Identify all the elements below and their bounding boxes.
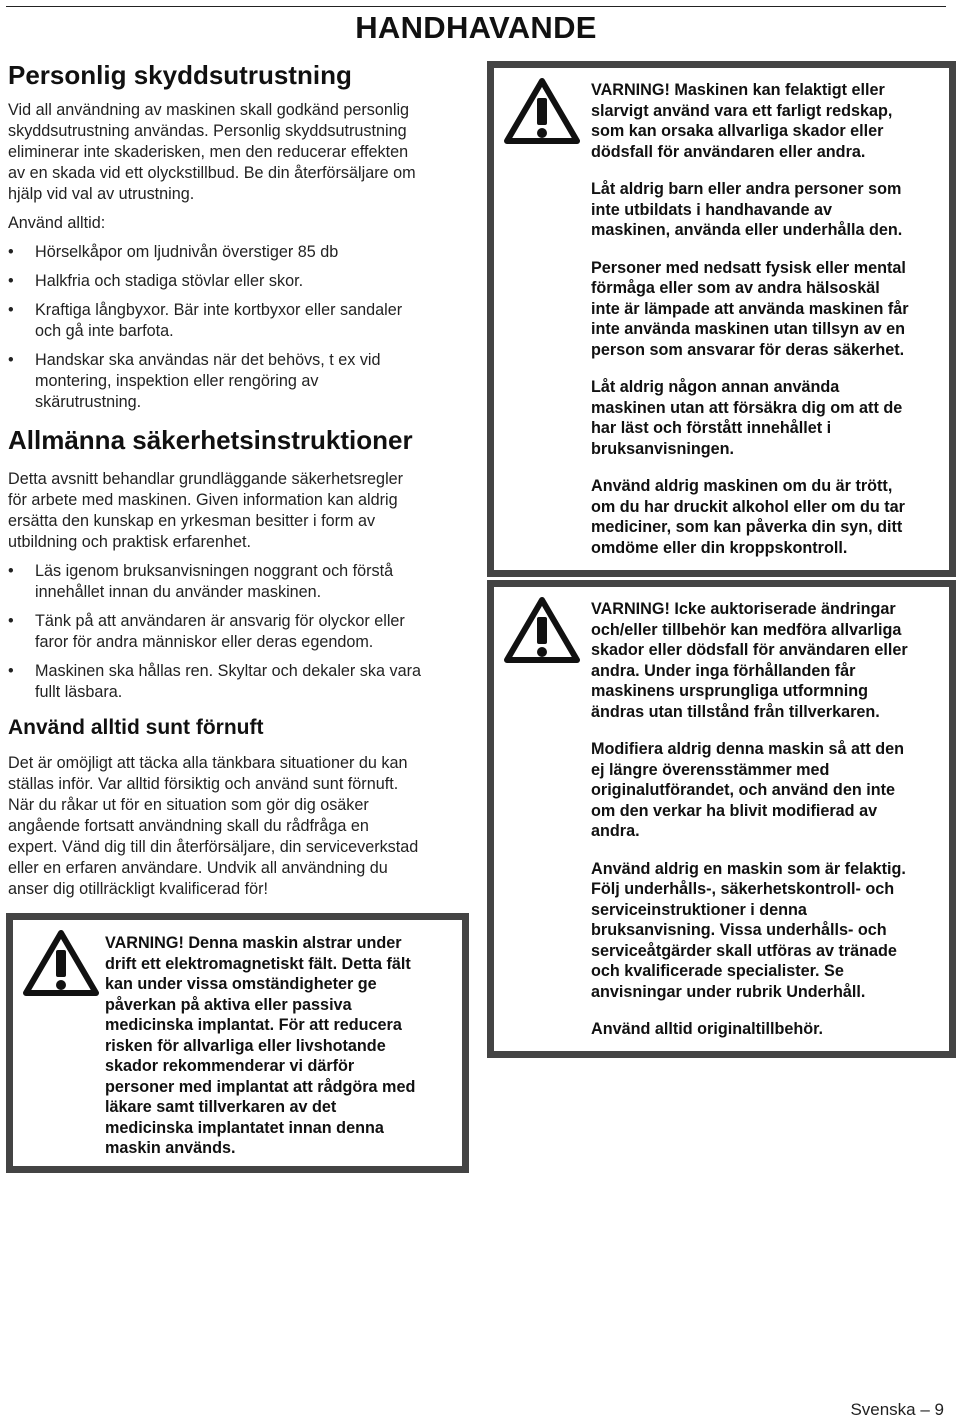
text-line: skärutrustning. (35, 393, 142, 411)
text-line: Låt aldrig någon annan använda (591, 378, 840, 396)
text-line: av en skada vid ett olyckstillbud. Be din återförsäljare om (8, 164, 416, 182)
text-line: och gå inte barfota. (35, 322, 174, 340)
text-line: VARNING! Maskinen kan felaktigt eller (591, 81, 885, 99)
warning-heading (105, 933, 465, 1159)
text-line: serviceåtgärder skall utföras av tränade (591, 941, 897, 960)
list-item (8, 350, 458, 413)
intro-always-use: Använd alltid: (8, 214, 106, 232)
warning-box-electromagnetic (6, 913, 469, 1173)
text-line: kan under vissa omständigheter ge (105, 975, 377, 993)
text-line: skador eller dödsfall för användaren eller (591, 641, 908, 659)
text-line: person som ansvarar för deras säkerhet. (591, 340, 905, 359)
text-line: maskinen, använda eller underhålla den. (591, 221, 903, 239)
text-line: medicinska implantatet innan denna (105, 1118, 384, 1137)
warning-paragraph (591, 1019, 951, 1040)
text-line: slarvigt använd vara ett farligt redskap, (591, 101, 893, 120)
text-line: påverkan på aktiva eller passiva (105, 995, 352, 1014)
text-line: serviceinstruktioner i denna (591, 900, 807, 919)
list-item (8, 561, 458, 603)
list-item (8, 661, 458, 703)
text-line: anvisningar under rubrik Underhåll. (591, 982, 866, 1001)
text-line: Följ underhålls-, säkerhetskontroll- och (591, 880, 895, 898)
text-line: • Halkfria och stadiga stövlar eller skor. (35, 272, 304, 290)
text-line: Detta avsnitt behandlar grundläggande säkerhetsregler (8, 470, 404, 488)
text-line: Använd alltid originaltillbehör. (591, 1020, 824, 1038)
text-line: originalutförandet, och använd den inte (591, 781, 895, 799)
paragraph-general-safety (8, 469, 458, 553)
text-line: dödsfall för användaren eller andra. (591, 142, 866, 161)
text-line: inte använda maskinen utan tillsyn av en (591, 320, 905, 338)
text-line: andra. Under inga förhållanden får (591, 661, 856, 680)
text-line: montering, inspektion eller rengöring av (35, 372, 319, 390)
text-line: ställas inför. Var alltid försiktig och använd sunt förnuft. (8, 775, 399, 793)
text-line: maskinen utan att försäkra dig om att de (591, 398, 903, 417)
text-line: • Tänk på att användaren är ansvarig för olyckor eller (35, 612, 405, 630)
text-line: ej längre överensstämmer med (591, 760, 830, 779)
text-line: Personer med nedsatt fysisk eller mental (591, 258, 906, 277)
list-protective-equipment (8, 242, 458, 413)
text-line: • Läs igenom bruksanvisningen noggrant och förstå (35, 562, 394, 580)
list-item (8, 611, 458, 653)
section-header: HANDHAVANDE (352, 10, 600, 46)
paragraph-common-sense (8, 753, 458, 900)
text-line: Vid all användning av maskinen skall godkänd personlig (8, 101, 410, 119)
text-line: och/eller tillbehör kan medföra allvarliga (591, 620, 902, 639)
text-line: När du råkar ut för en situation som gör dig osäker (8, 796, 369, 814)
text-line: • Kraftiga långbyxor. Bär inte kortbyxor eller sandaler (35, 301, 403, 319)
text-line: omdöme eller din kroppskontroll. (591, 538, 848, 557)
text-line: Modifiera aldrig denna maskin så att den (591, 740, 905, 758)
heading-general-safety: Allmänna säkerhetsinstruktioner (8, 425, 413, 455)
text-line: expert. Vänd dig till din återförsäljare, din serviceverkstad (8, 838, 419, 856)
text-line: för arbete med maskinen. Given information kan aldrig (8, 491, 398, 509)
text-line: personer med implantat att rådgöra med (105, 1077, 416, 1096)
header-rule (6, 6, 946, 7)
text-line: • Handskar ska användas när det behövs, t ex vid (35, 351, 381, 369)
warning-box-modifications (487, 580, 956, 1058)
text-line: eliminerar inte skaderisken, men den reducerar effekten (8, 143, 409, 161)
text-line: fullt läsbara. (35, 683, 123, 701)
text-line: bruksanvisning. Vissa underhålls- och (591, 921, 887, 939)
warning-paragraph (591, 377, 951, 459)
warning-triangle-icon (23, 930, 99, 996)
list-item (8, 242, 458, 263)
warning-text-electromagnetic (105, 933, 465, 1159)
text-line: drift ett elektromagnetiskt fält. Detta fält (105, 954, 411, 973)
warning-paragraph (591, 258, 951, 361)
warning-triangle-icon (504, 597, 580, 663)
warning-paragraph (591, 859, 951, 1003)
list-item (8, 300, 458, 342)
text-line: bruksanvisningen. (591, 439, 735, 458)
text-line: faror för andra människor eller deras egendom. (35, 633, 374, 651)
warning-paragraph (591, 476, 951, 558)
text-line: innehållet innan du använder maskinen. (35, 583, 322, 601)
list-item (8, 271, 458, 292)
text-line: anser dig otillräckligt kvalificerad för! (8, 880, 269, 898)
text-line: utbildning och praktisk erfarenhet. (8, 533, 251, 551)
text-line: eller en erfaren användare. Undvik all användning du (8, 859, 388, 877)
text-line: ersätta den kunskap en yrkesman besitter i form av (8, 512, 376, 530)
paragraph-personal-protection (8, 100, 458, 205)
text-line: har läst och förstått innehållet i (591, 419, 832, 437)
warning-triangle-icon (504, 78, 580, 144)
warning-paragraph (591, 739, 951, 842)
text-line: angående fortsatt användning skall du rådfråga en (8, 817, 369, 835)
text-line: Det är omöjligt att täcka alla tänkbara situationer du kan (8, 754, 408, 772)
text-line: som kan orsaka allvarliga skador eller (591, 122, 884, 140)
text-line: läkare samt tillverkaren av det (105, 1098, 337, 1116)
warning-heading (591, 599, 951, 722)
text-line: Använd aldrig maskinen om du är trött, (591, 477, 893, 495)
text-line: mediciner, som kan påverka din syn, ditt (591, 518, 903, 536)
text-line: VARNING! Denna maskin alstrar under (105, 934, 402, 952)
warning-heading (591, 80, 951, 162)
text-line: och kvalificerade specialister. Se (591, 962, 844, 980)
warning-text-modifications (591, 599, 951, 1040)
text-line: Använd aldrig en maskin som är felaktig. (591, 859, 906, 878)
text-line: inte är lämpade att använda maskinen får (591, 299, 909, 318)
text-line: medicinska implantat. För att reducera (105, 1016, 402, 1034)
text-line: Låt aldrig barn eller andra personer som (591, 180, 902, 198)
text-line: skyddsutrustning användas. Personlig skyddsutrustning (8, 122, 407, 140)
text-line: förmåga eller som av andra hälsoskäl (591, 279, 880, 297)
text-line: andra. (591, 822, 640, 840)
text-line: skador rekommenderar vi därför (105, 1057, 355, 1075)
heading-personal-protection: Personlig skyddsutrustning (8, 60, 352, 90)
warning-text-misuse (591, 80, 951, 558)
list-general-safety (8, 561, 458, 703)
text-line: hjälp vid val av utrustning. (8, 185, 195, 203)
text-line: inte utbildats i handhavande av (591, 200, 833, 219)
warning-paragraph (591, 179, 951, 241)
text-line: • Maskinen ska hållas ren. Skyltar och dekaler ska vara (35, 662, 421, 680)
left-column (8, 58, 458, 900)
text-line: maskinens ursprungliga utformning (591, 682, 869, 700)
text-line: om du har druckit alkohol eller om du tar (591, 497, 905, 516)
heading-common-sense: Använd alltid sunt förnuft (8, 716, 264, 739)
text-line: risken för allvarliga eller livshotande (105, 1036, 386, 1055)
text-line: om den verkar ha blivit modifierad av (591, 801, 878, 820)
warning-box-misuse (487, 61, 956, 577)
text-line: • Hörselkåpor om ljudnivån överstiger 85 db (35, 243, 339, 261)
page-footer: Svenska – 9 (850, 1400, 944, 1419)
text-line: maskin används. (105, 1139, 236, 1157)
text-line: ändras utan tillstånd från tillverkaren. (591, 702, 880, 721)
text-line: VARNING! Icke auktoriserade ändringar (591, 600, 896, 618)
